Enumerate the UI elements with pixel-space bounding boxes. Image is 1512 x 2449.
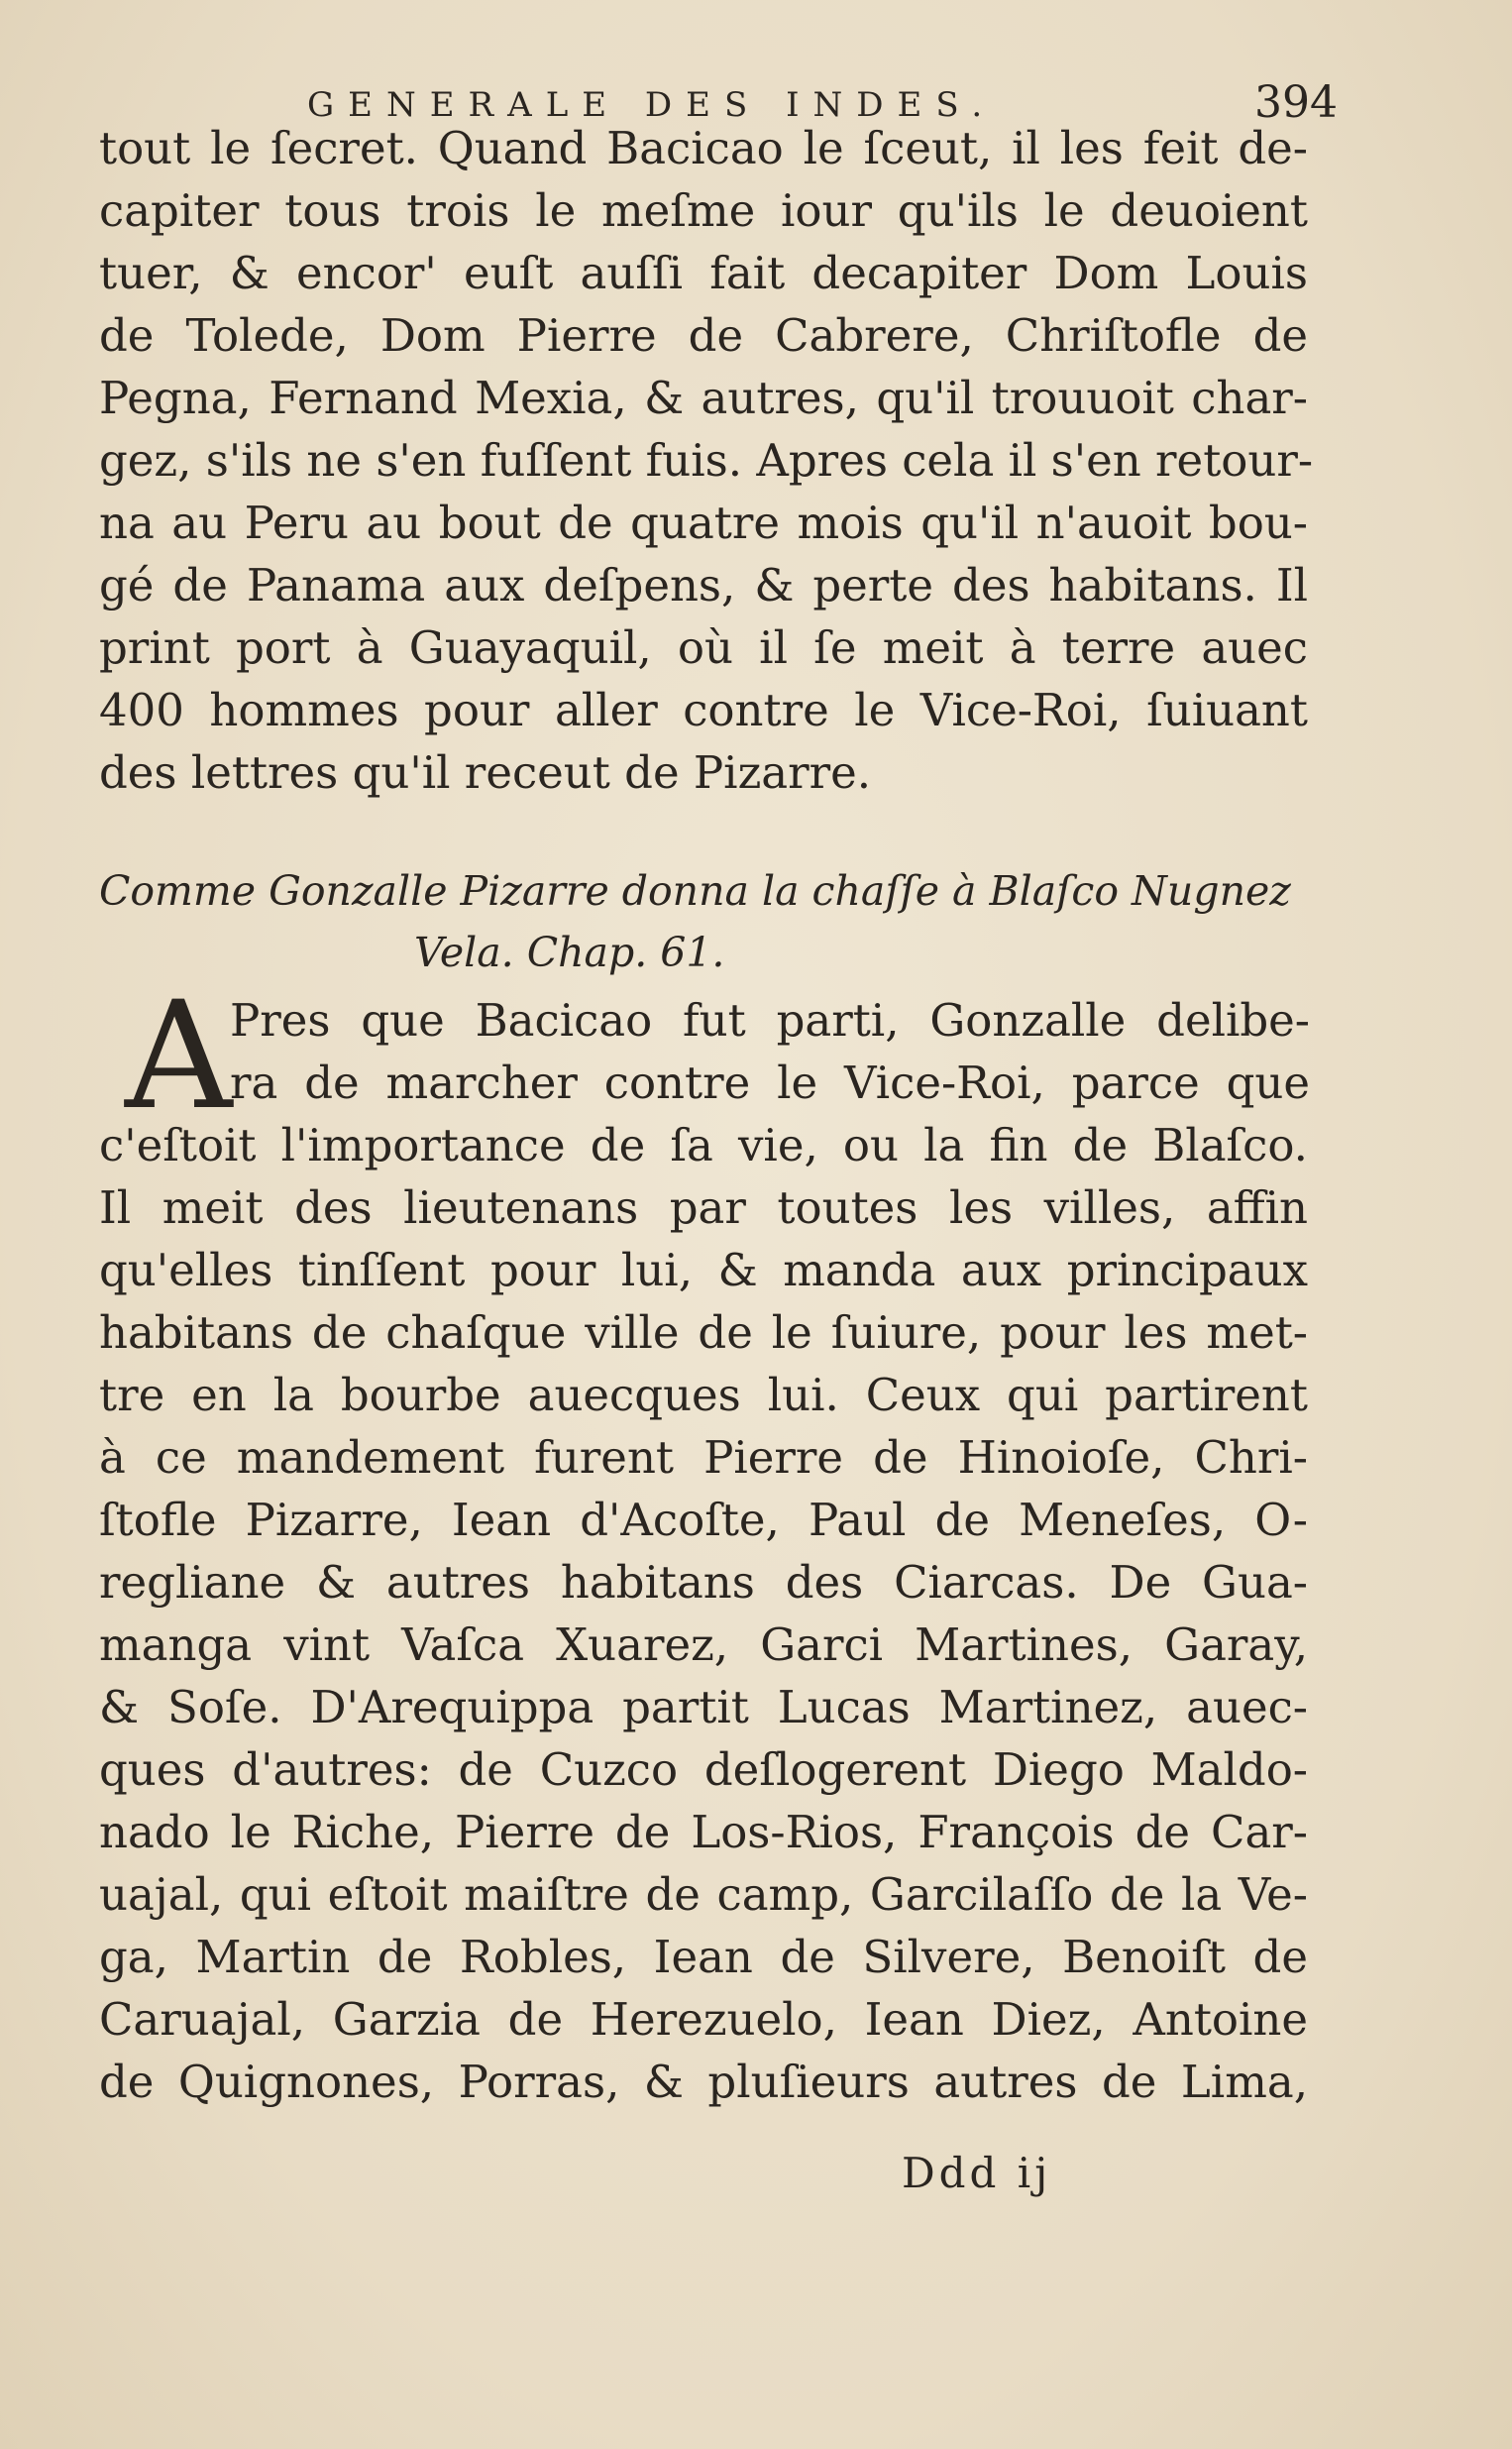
text-line: Caruajal, Garzia de Herezuelo, Iean Diez, Antoine xyxy=(99,1993,1308,2046)
text-line: & Soſe. D'Arequippa partit Lucas Martinez, auec- xyxy=(99,1681,1308,1733)
chapter-heading xyxy=(99,860,1328,983)
text-line: ra de marcher contre le Vice-Roi, parce que xyxy=(230,1057,1310,1109)
paragraph-2-indented xyxy=(230,989,1310,1114)
text-line: tout le ſecret. Quand Bacicao le ſceut, il les feit de- xyxy=(99,122,1308,174)
text-line: qu'elles tinſſent pour lui, & manda aux principaux xyxy=(99,1244,1308,1296)
text-line: 400 hommes pour aller contre le Vice-Roi, ſuiuant xyxy=(99,684,1308,736)
text-line: Pres que Bacicao fut parti, Gonzalle delibe- xyxy=(230,994,1310,1047)
running-title: GENERALE DES INDES. xyxy=(307,85,997,125)
text-line: capiter tous trois le meſme iour qu'ils le deuoient xyxy=(99,184,1308,237)
text-line: tre en la bourbe auecques lui. Ceux qui partirent xyxy=(99,1369,1308,1421)
chapter-heading-line: Vela. Chap. 61. xyxy=(414,929,725,976)
text-line: regliane & autres habitans des Ciarcas. De Gua- xyxy=(99,1556,1308,1609)
text-line: ga, Martin de Robles, Iean de Silvere, Benoiſt de xyxy=(99,1931,1308,1983)
text-line: tuer, & encor' euſt auſſi fait decapiter Dom Louis xyxy=(99,247,1308,299)
text-line: de Quignones, Porras, & pluſieurs autres de Lima, xyxy=(99,2056,1308,2108)
paragraph-1 xyxy=(99,117,1314,804)
text-line: ques d'autres: de Cuzco deſlogerent Diego Maldo- xyxy=(99,1743,1308,1796)
text-line: habitans de chaſque ville de le ſuiure, pour les met- xyxy=(99,1306,1308,1359)
text-line: manga vint Vaſca Xuarez, Garci Martines, Garay, xyxy=(99,1618,1308,1671)
text-line: gé de Panama aux deſpens, & perte des habitans. Il xyxy=(99,559,1308,612)
text-line: gez, s'ils ne s'en fuſſent fuis. Apres cela il s'en retour- xyxy=(99,434,1314,487)
text-line: des lettres qu'il receut de Pizarre. xyxy=(99,746,872,799)
text-line: nado le Riche, Pierre de Los-Rios, François de Car- xyxy=(99,1806,1308,1858)
signature-mark: Ddd ij xyxy=(902,2149,1052,2197)
paragraph-2 xyxy=(99,1114,1308,2113)
text-line: print port à Guayaquil, où il ſe meit à terre auec xyxy=(99,621,1308,674)
page-number: 394 xyxy=(1254,77,1338,128)
text-line: à ce mandement furent Pierre de Hinoioſe, Chri- xyxy=(99,1431,1308,1484)
text-line: Il meit des lieutenans par toutes les villes, affin xyxy=(99,1181,1308,1234)
chapter-heading-line: Comme Gonzalle Pizarre donna la chaſſe à Blaſco Nugnez xyxy=(99,867,1291,915)
text-line: Pegna, Fernand Mexia, & autres, qu'il trouuoit char- xyxy=(99,372,1308,424)
drop-cap: A xyxy=(125,970,233,1143)
text-line: uajal, qui eſtoit maiſtre de camp, Garcilaſſo de la Ve- xyxy=(99,1868,1308,1921)
text-line: ſtofle Pizarre, Iean d'Acoſte, Paul de Meneſes, O- xyxy=(99,1494,1308,1546)
text-line: na au Peru au bout de quatre mois qu'il n'auoit bou- xyxy=(99,497,1308,549)
text-line: c'eſtoit l'importance de ſa vie, ou la fin de Blaſco. xyxy=(99,1119,1308,1171)
text-line: de Tolede, Dom Pierre de Cabrere, Chriſtofle de xyxy=(99,309,1308,362)
